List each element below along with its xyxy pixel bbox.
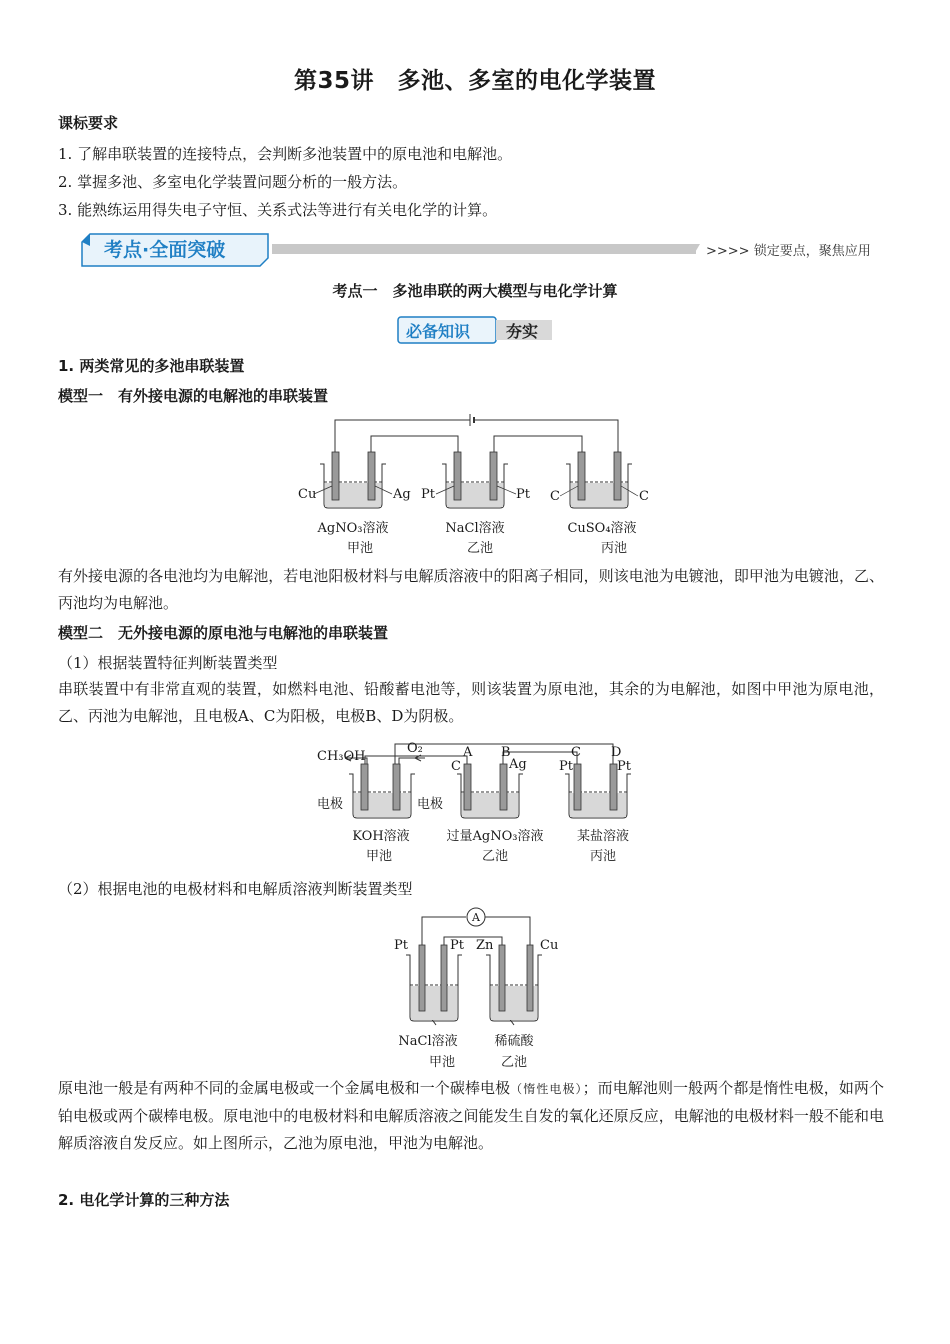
electrode-text: 电极 <box>417 797 444 812</box>
electrode-label: Pt <box>617 759 631 774</box>
model1-heading: 模型一 有外接电源的电解池的串联装置 <box>58 387 329 405</box>
electrode-label: C <box>639 489 649 504</box>
requirements-heading: 课标要求 <box>58 114 119 132</box>
model2-sub1: （1）根据装置特征判断装置类型 <box>58 654 278 672</box>
solution-label: 过量AgNO₃溶液 <box>446 829 544 844</box>
text-segment: ；而电解池则一般两个都是惰性电极，如两个铂电极或两个碳棒电极。原电池中的电极材料和电解质溶液之间能发生自发的氧化还原反应，电解池的电极材料一般不能和电解质溶液自发反应。如上图所示，乙池为原电池，甲池为电解池。 <box>58 1079 884 1152</box>
cell-name: 乙池 <box>466 541 494 556</box>
banner-label: 考点·全面突破 <box>104 239 226 261</box>
badge-left: 必备知识 <box>406 322 471 341</box>
electrode-label: Pt <box>450 938 464 953</box>
electrode-letter: B <box>501 745 511 760</box>
cell-name: 丙池 <box>589 849 617 864</box>
ch3oh-label: CH₃OH <box>317 749 366 764</box>
electrode-label: Ag <box>393 487 411 502</box>
cell-name: 乙池 <box>500 1055 528 1070</box>
solution-label: NaCl溶液 <box>398 1034 458 1049</box>
requirement-item: 2. 掌握多池、多室电化学装置问题分析的一般方法。 <box>58 173 408 191</box>
model1-text: 有外接电源的各电池均为电解池，若电池阳极材料与电解质溶液中的阳离子相同，则该电池为电镀池，即甲池为电镀池，乙、丙池均为电解池。 <box>58 567 884 612</box>
electrode-label: Pt <box>421 487 435 502</box>
electrode-label: Zn <box>476 938 494 953</box>
cell-name: 丙池 <box>600 541 628 556</box>
electrode-letter: A <box>463 745 473 760</box>
solution-label: 某盐溶液 <box>576 829 630 844</box>
electrode-letter: C <box>571 745 581 760</box>
requirement-item: 1. 了解串联装置的连接特点，会判断多池装置中的原电池和电解池。 <box>58 145 513 163</box>
requirement-item: 3. 能熟练运用得失电子守恒、关系式法等进行有关电化学的计算。 <box>58 201 498 219</box>
solution-label: AgNO₃溶液 <box>317 521 389 536</box>
electrode-label: Pt <box>394 938 408 953</box>
banner-right-text: >>>> 锁定要点，聚焦应用 <box>706 244 871 259</box>
electrode-label: Ag <box>509 757 527 772</box>
badge-right: 夯实 <box>506 322 539 341</box>
solution-label: 稀硫酸 <box>494 1034 534 1049</box>
electrode-label: C <box>550 489 560 504</box>
electrode-text: 电极 <box>317 797 344 812</box>
figure-model2-b <box>392 905 568 1073</box>
model2-text2 <box>58 1075 884 1157</box>
figure-model1 <box>290 412 660 560</box>
electrode-letter: D <box>611 745 622 760</box>
section-heading: 1. 两类常见的多池串联装置 <box>58 357 245 375</box>
o2-label: O₂ <box>407 741 423 756</box>
model2-sub2: （2）根据电池的电极材料和电解质溶液判断装置类型 <box>58 880 413 898</box>
solution-label: CuSO₄溶液 <box>567 521 637 536</box>
section-banner <box>76 228 886 272</box>
text-segment: 原电池一般是有两种不同的金属电极或一个金属电极和一个碳棒电极 <box>58 1079 511 1097</box>
electrode-label: C <box>451 759 461 774</box>
knowledge-badge <box>394 314 556 346</box>
figure-model2 <box>315 738 645 870</box>
cell-name: 甲池 <box>346 541 374 556</box>
cell-name: 甲池 <box>365 849 393 864</box>
section-heading: 2. 电化学计算的三种方法 <box>58 1191 230 1209</box>
cell-name: 甲池 <box>428 1055 456 1070</box>
cell-name: 乙池 <box>481 849 509 864</box>
model2-text1: 串联装置中有非常直观的装置，如燃料电池、铅酸蓄电池等，则该装置为原电池，其余的为电解池，如图中甲池为原电池，乙、丙池为电解池，且电极A、C为阳极，电极B、D为阴极。 <box>58 680 884 725</box>
ammeter-label: A <box>472 911 480 924</box>
model2-heading: 模型二 无外接电源的原电池与电解池的串联装置 <box>58 624 389 642</box>
electrode-label: Pt <box>516 487 530 502</box>
solution-label: NaCl溶液 <box>445 521 505 536</box>
electrode-label: Cu <box>540 938 559 953</box>
topic-heading: 考点一 多池串联的两大模型与电化学计算 <box>332 282 618 300</box>
text-note: （惰性电极） <box>510 1082 583 1096</box>
solution-label: KOH溶液 <box>352 829 410 844</box>
page-title: 第35讲 多池、多室的电化学装置 <box>293 68 656 94</box>
electrode-label: Pt <box>559 759 573 774</box>
electrode-label: Cu <box>298 487 317 502</box>
